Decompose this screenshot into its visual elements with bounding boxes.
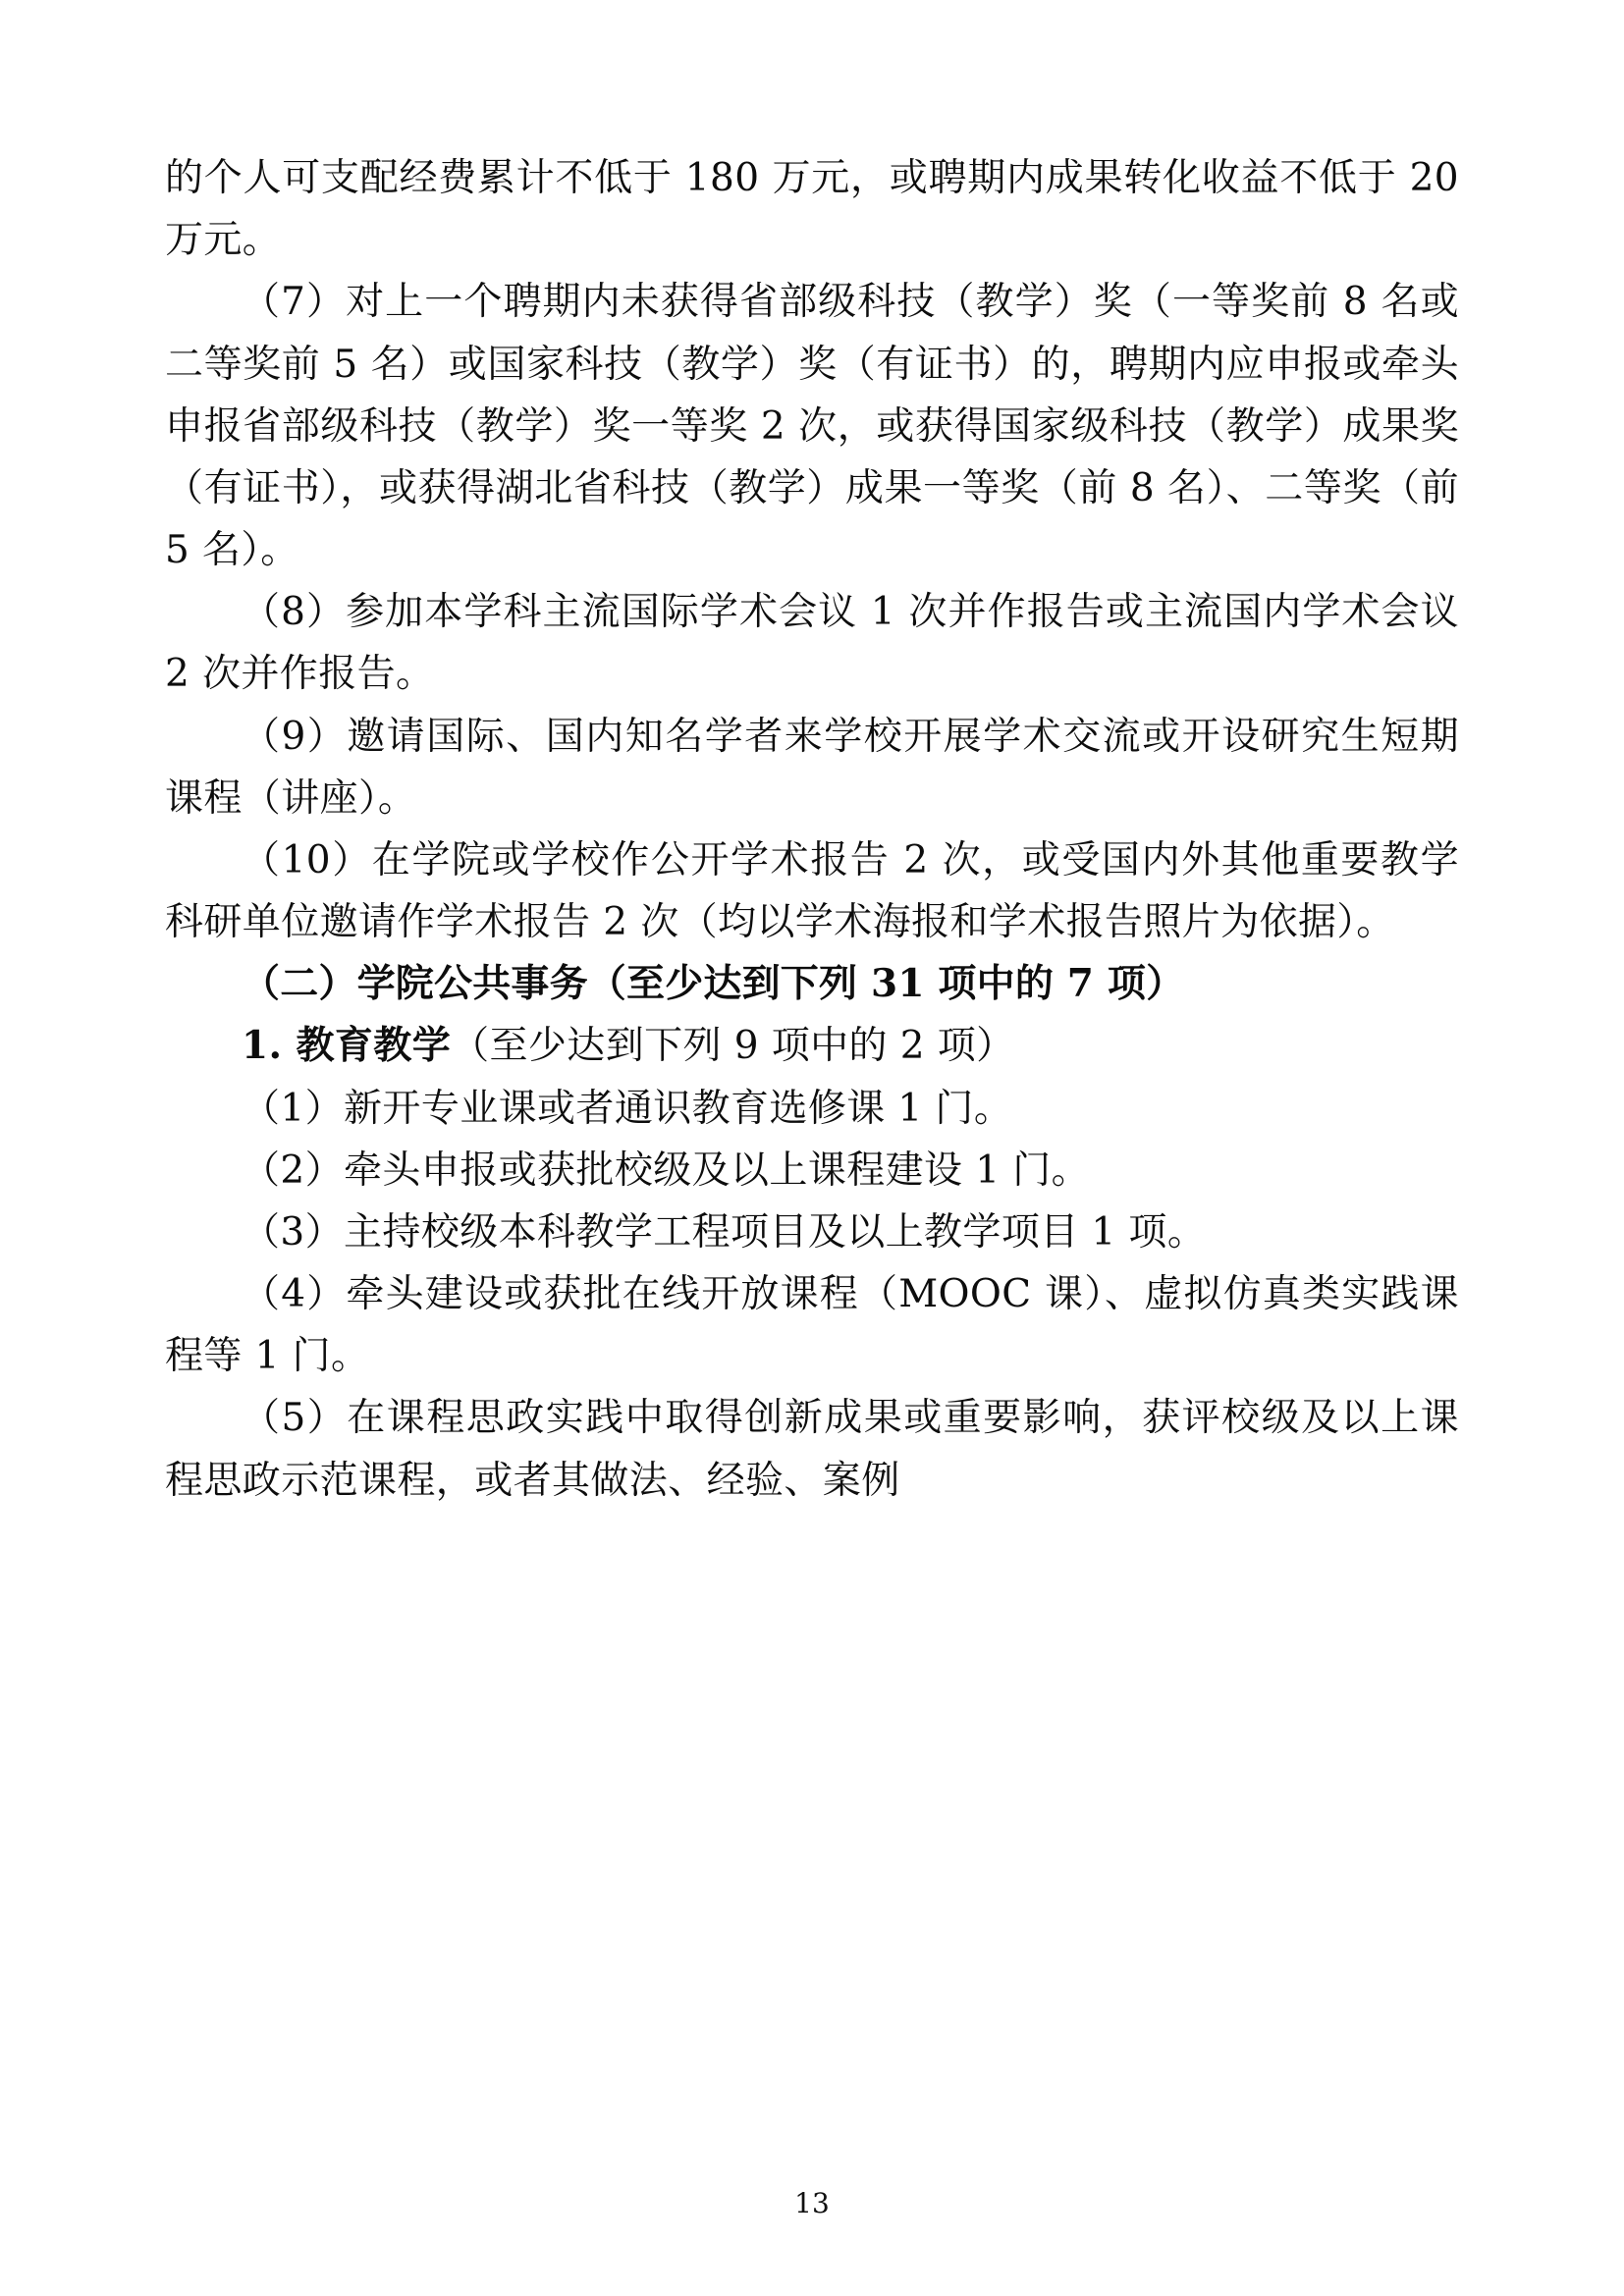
list-item-5: （5）在课程思政实践中取得创新成果或重要影响，获评校级及以上课程思政示范课程，或者其做法、经验、案例 [165, 1396, 1459, 1503]
paragraph-item-7: （7）对上一个聘期内未获得省部级科技（教学）奖（一等奖前 8 名或二等奖前 5 名）或国家科技（教学）奖（有证书）的，聘期内应申报或牵头申报省部级科技（教学）奖一等奖 2 次，或获得国家级科技（教学）成果奖（有证书），或获得湖北省科技（教学）成果一等奖（前 8 名）、二等奖（前 5 名）。 [165, 280, 1459, 573]
paragraph-item-8: （8）参加本学科主流国际学术会议 1 次并作报告或主流国内学术会议 2 次并作报告。 [165, 590, 1459, 697]
page-number: 13 [794, 2187, 830, 2219]
list-item-2: （2）牵头申报或获批校级及以上课程建设 1 门。 [242, 1148, 1091, 1193]
list-item-1: （1）新开专业课或者通识教育选修课 1 门。 [242, 1086, 1013, 1131]
paragraph-item-9: （9）邀请国际、国内知名学者来学校开展学术交流或开设研究生短期课程（讲座）。 [165, 714, 1459, 821]
paragraph-continuation: 的个人可支配经费累计不低于 180 万元，或聘期内成果转化收益不低于 20 万元。 [165, 156, 1459, 263]
subsection-heading-education [165, 1015, 1459, 1077]
list-item-3: （3）主持校级本科教学工程项目及以上教学项目 1 项。 [242, 1209, 1207, 1255]
paragraph-item-10: （10）在学院或学校作公开学术报告 2 次，或受国内外其他重要教学科研单位邀请作学术报告 2 次（均以学术海报和学术报告照片为依据）。 [165, 837, 1459, 945]
subsection-title: 1. 教育教学 [242, 1023, 452, 1069]
list-item-4: （4）牵头建设或获批在线开放课程（MOOC 课）、虚拟仿真类实践课程等 1 门。 [165, 1272, 1459, 1379]
document-body [165, 147, 1459, 1512]
subsection-tail: （至少达到下列 9 项中的 2 项） [451, 1024, 1015, 1069]
section-heading-public-affairs: （二）学院公共事务（至少达到下列 31 项中的 7 项） [242, 961, 1185, 1007]
